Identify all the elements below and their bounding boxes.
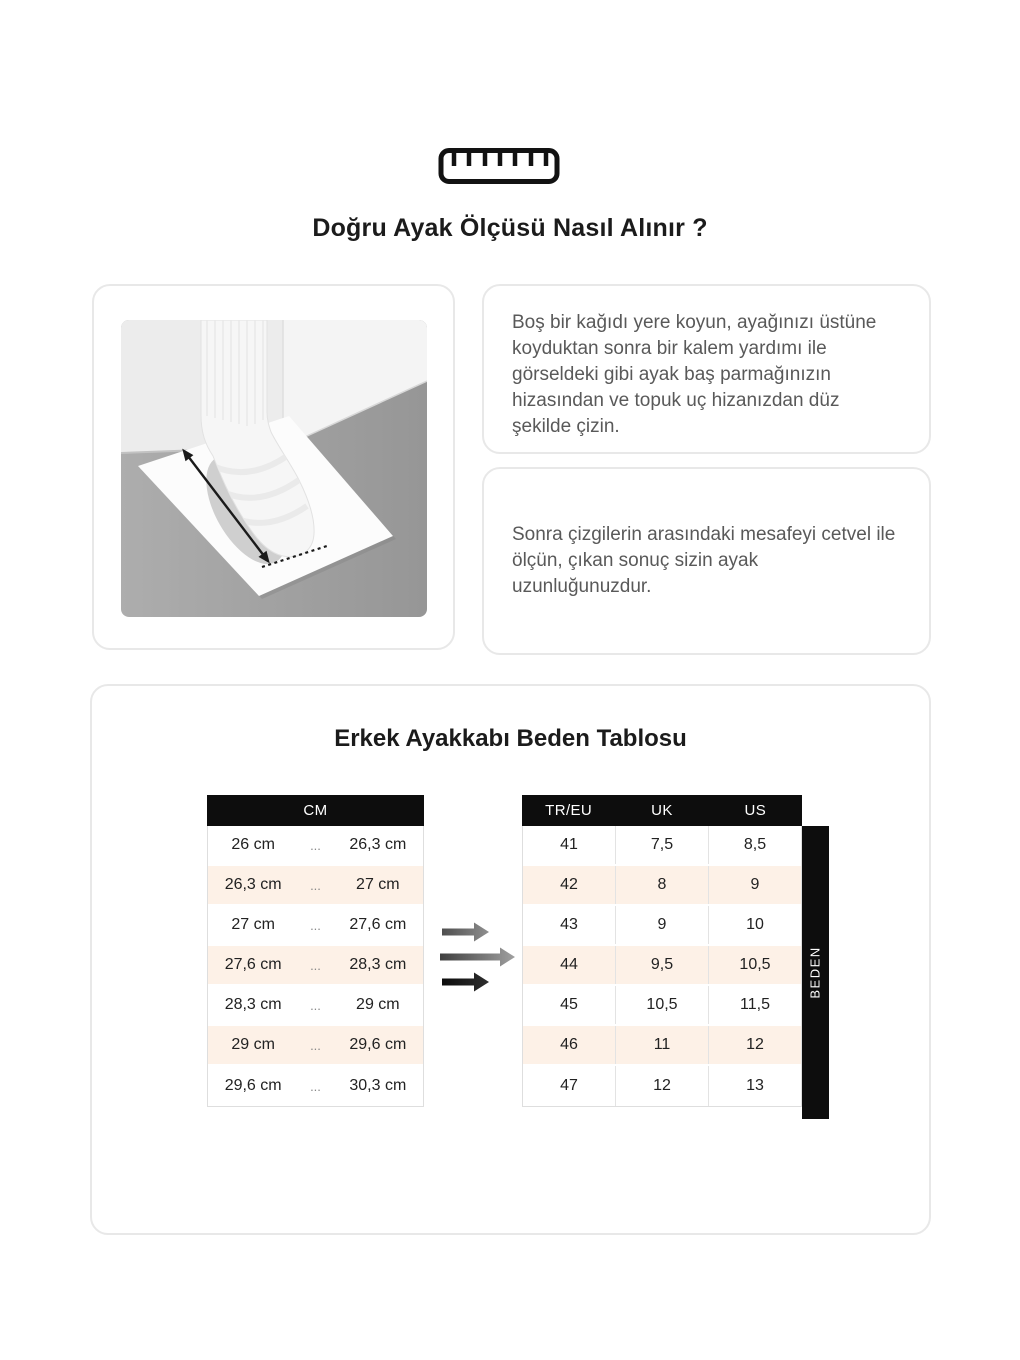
us-size: 8,5 <box>708 826 801 864</box>
cm-max-value: 29,6 cm <box>349 1036 407 1053</box>
us-size: 13 <box>708 1066 801 1106</box>
instruction-step-1: Boş bir kağıdı yere koyun, ayağınızı üstüne koyduktan sonra bir kalem yardımı ile görseldeki gibi ayak baş parmağınızın hizasından ve topuk uç hizanızdan düz şekilde çizin. <box>512 312 877 437</box>
column-header-uk: UK <box>651 802 673 819</box>
range-separator: ... <box>310 997 321 1013</box>
tr-eu-size: 43 <box>560 916 578 933</box>
cm-max-value: 29 cm <box>356 996 400 1013</box>
us-size: 10 <box>708 906 801 944</box>
cm-range-row <box>208 1066 423 1106</box>
cm-table-header: CM <box>207 795 424 826</box>
cm-range-row <box>208 906 423 946</box>
uk-size: 9 <box>615 906 708 944</box>
conversion-row <box>523 826 801 866</box>
tr-eu-size: 46 <box>560 1036 578 1053</box>
conversion-arrows-icon <box>439 922 519 994</box>
size-axis-label: BEDEN <box>802 826 829 1119</box>
cm-max-value: 26,3 cm <box>349 836 407 853</box>
column-header-tr-eu: TR/EU <box>545 802 593 819</box>
cm-min-value: 26,3 cm <box>224 876 282 893</box>
us-size: 11,5 <box>708 986 801 1024</box>
tr-eu-size: 47 <box>560 1077 578 1094</box>
us-size: 10,5 <box>708 946 801 984</box>
uk-size: 11 <box>615 1026 708 1064</box>
instruction-card-2 <box>482 467 931 655</box>
tr-eu-size: 41 <box>560 836 578 853</box>
cm-min-value: 27,6 cm <box>224 956 282 973</box>
us-size: 12 <box>708 1026 801 1064</box>
tr-eu-size: 44 <box>560 956 578 973</box>
conversion-row <box>523 946 801 986</box>
cm-range-row <box>208 826 423 866</box>
foot-measurement-card <box>92 284 455 650</box>
conversion-row <box>523 906 801 946</box>
instruction-card-1 <box>482 284 931 454</box>
cm-min-value: 28,3 cm <box>224 996 282 1013</box>
size-conversion-table <box>522 795 802 1107</box>
cm-max-value: 30,3 cm <box>349 1077 407 1094</box>
cm-range-row <box>208 946 423 986</box>
range-separator: ... <box>310 957 321 973</box>
cm-min-value: 29 cm <box>231 1036 275 1053</box>
cm-range-row <box>208 986 423 1026</box>
size-table-title: Erkek Ayakkabı Beden Tablosu <box>334 725 687 752</box>
range-separator: ... <box>310 837 321 853</box>
tr-eu-size: 42 <box>560 876 578 893</box>
column-header-us: US <box>744 802 767 819</box>
cm-min-value: 26 cm <box>231 836 275 853</box>
range-separator: ... <box>310 917 321 933</box>
conversion-row <box>523 866 801 906</box>
cm-max-value: 28,3 cm <box>349 956 407 973</box>
cm-min-value: 27 cm <box>231 916 275 933</box>
uk-size: 8 <box>615 866 708 904</box>
instruction-step-2: Sonra çizgilerin arasındaki mesafeyi cetvel ile ölçün, çıkan sonuç sizin ayak uzunluğunuzdur. <box>512 524 896 597</box>
cm-range-row <box>208 866 423 906</box>
cm-max-value: 27,6 cm <box>349 916 407 933</box>
tr-eu-size: 45 <box>560 996 578 1013</box>
foot-measurement-photo <box>121 320 427 617</box>
conversion-row <box>523 1066 801 1106</box>
cm-max-value: 27 cm <box>356 876 400 893</box>
range-separator: ... <box>310 1078 321 1094</box>
conversion-row <box>523 1026 801 1066</box>
us-size: 9 <box>708 866 801 904</box>
page-title: Doğru Ayak Ölçüsü Nasıl Alınır ? <box>312 214 708 242</box>
uk-size: 12 <box>615 1066 708 1106</box>
cm-table <box>207 795 424 1107</box>
range-separator: ... <box>310 1037 321 1053</box>
uk-size: 10,5 <box>615 986 708 1024</box>
ruler-icon <box>438 147 560 185</box>
cm-range-row <box>208 1026 423 1066</box>
range-separator: ... <box>310 877 321 893</box>
size-table-card <box>90 684 931 1235</box>
conversion-row <box>523 986 801 1026</box>
uk-size: 7,5 <box>615 826 708 864</box>
uk-size: 9,5 <box>615 946 708 984</box>
cm-min-value: 29,6 cm <box>224 1077 282 1094</box>
